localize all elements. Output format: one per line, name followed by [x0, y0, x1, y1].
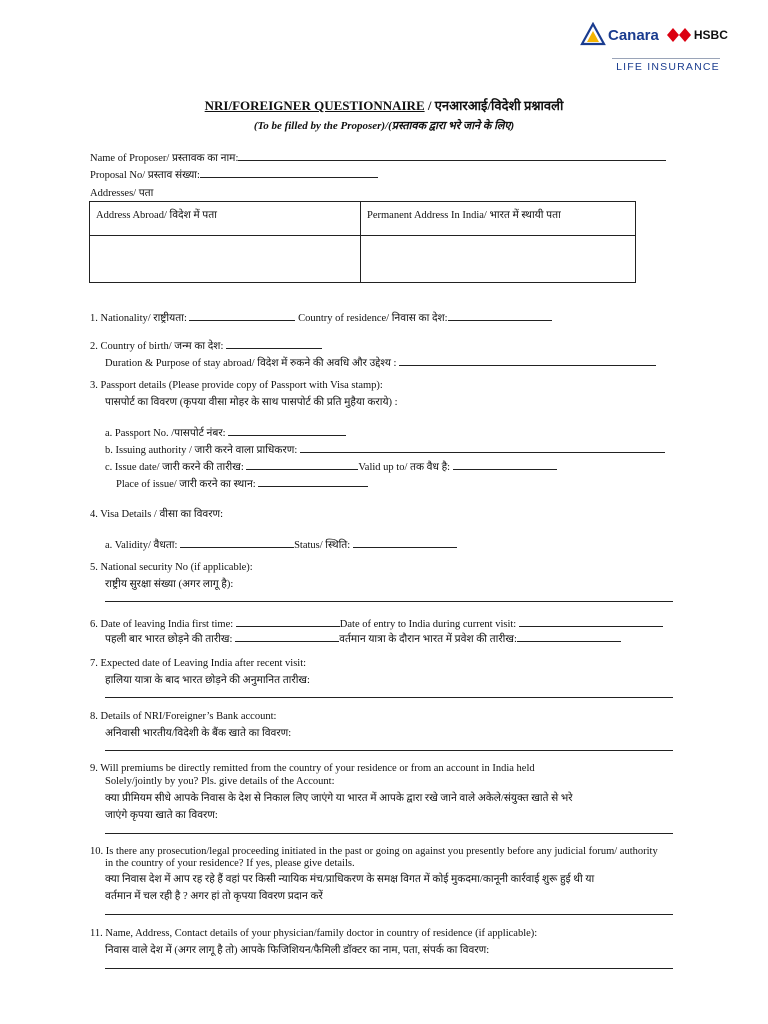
visa-details-label: 4. Visa Details / वीसा का विवरण: [90, 509, 224, 520]
premium-remittance-question-2: Solely/jointly by you? Pls. give details of the Account: [105, 776, 335, 787]
physician-details-question: 11. Name, Address, Contact details of your physician/family doctor in country of residence (if applicable): [90, 928, 538, 939]
logo-divider [612, 58, 720, 59]
visa-validity-field[interactable]: a. Validity/ वैधता: Status/ स्थिति: [105, 537, 457, 552]
address-table [89, 201, 636, 283]
bank-account-hindi: अनिवासी भारतीय/विदेशी के बैंक खाते का विवरण: [105, 728, 292, 739]
addresses-label: Addresses/ पता [90, 188, 154, 199]
passport-details-hindi: पासपोर्ट का विवरण (कृपया वीसा मोहर के साथ पासपोर्ट की प्रति मुहैया कराये) : [105, 397, 398, 408]
canara-triangle-icon [580, 22, 606, 48]
premium-remittance-input-line[interactable] [105, 833, 673, 834]
national-security-label: 5. National security No (if applicable): [90, 562, 253, 573]
prosecution-question: 10. Is there any prosecution/legal proceeding initiated in the past or going on against you presently before any judicial forum/ authority [90, 846, 658, 857]
physician-details-hindi: निवास वाले देश में (अगर लागू है तो) आपके फिजिशियन/फैमिली डॉक्टर का नाम, पता, संपर्क का विवरण: [105, 945, 490, 956]
hsbc-hexagon-icon [667, 28, 691, 42]
expected-leaving-date-input-line[interactable] [105, 697, 673, 698]
national-security-input-line[interactable] [105, 601, 673, 602]
canara-wordmark: Canara [608, 26, 659, 44]
nationality-field[interactable]: 1. Nationality/ राष्ट्रीयता: Country of residence/ निवास का देश: [90, 310, 552, 325]
passport-no-field[interactable]: a. Passport No. /पासपोर्ट नंबर: [105, 425, 346, 440]
place-of-issue-field[interactable]: Place of issue/ जारी करने का स्थान: [116, 476, 368, 491]
physician-details-input-line[interactable] [105, 968, 673, 969]
premium-remittance-question: 9. Will premiums be directly remitted from the country of your residence or from an account in India held [90, 763, 535, 774]
duration-purpose-field[interactable]: Duration & Purpose of stay abroad/ विदेश में रुकने की अवधि और उद्देश्य : [105, 355, 656, 370]
company-logo [580, 14, 730, 76]
hsbc-wordmark: HSBC [693, 28, 728, 42]
issuing-authority-field[interactable]: b. Issuing authority / जारी करने वाला प्राधिकरण: [105, 442, 665, 457]
expected-leaving-date-label: 7. Expected date of Leaving India after recent visit: [90, 658, 307, 669]
form-title: NRI/FOREIGNER QUESTIONNAIRE / एनआरआई/विदेशी प्रश्नावली [204, 98, 564, 113]
premium-remittance-hindi-2: जाएंगे कृपया खाते का विवरण: [105, 810, 218, 821]
name-of-proposer-field[interactable]: Name of Proposer/ प्रस्तावक का नाम: [90, 150, 666, 165]
national-security-hindi: राष्ट्रीय सुरक्षा संख्या (अगर लागू है): [105, 579, 234, 590]
prosecution-question-2: in the country of your residence? If yes, please give details. [105, 858, 355, 869]
bank-account-input-line[interactable] [105, 750, 673, 751]
logo-subtitle: LIFE INSURANCE [616, 61, 720, 73]
proposal-no-field[interactable]: Proposal No/ प्रस्ताव संख्या: [90, 167, 378, 182]
issue-date-field[interactable]: c. Issue date/ जारी करने की तारीख: Valid up to/ तक वैध है: [105, 459, 557, 474]
expected-leaving-date-hindi: हालिया यात्रा के बाद भारत छोड़ने की अनुमानित तारीख: [105, 675, 310, 686]
date-leaving-india-field[interactable]: 6. Date of leaving India first time: Date of entry to India during current visit: [90, 616, 663, 630]
address-india-header: Permanent Address In India/ भारत में स्थायी पता [367, 210, 561, 221]
address-abroad-header: Address Abroad/ विदेश में पता [96, 210, 217, 221]
date-entry-hindi-field[interactable]: पहली बार भारत छोड़ने की तारीख: वर्तमान यात्रा के दौरान भारत में प्रवेश की तारीख: [105, 631, 621, 646]
bank-account-label: 8. Details of NRI/Foreigner’s Bank account: [90, 711, 277, 722]
prosecution-input-line[interactable] [105, 914, 673, 915]
form-subtitle: (To be filled by the Proposer)/(प्रस्तावक द्वारा भरे जाने के लिए) [253, 120, 515, 132]
prosecution-hindi: क्या निवास देश में आप रह रहे हैं वहां पर किसी न्यायिक मंच/प्राधिकरण के समक्ष विगत में कोई मुकदमा/कानूनी कार्रवाई शुरू हुई थी या [105, 874, 595, 885]
passport-details-label: 3. Passport details (Please provide copy of Passport with Visa stamp): [90, 380, 383, 391]
premium-remittance-hindi: क्या प्रीमियम सीधे आपके निवास के देश से निकाल लिए जाएंगे या भारत में आपके द्वारा रखे जाने वाले अकेले/संयुक्त खाते से भरे [105, 793, 573, 804]
country-of-birth-field[interactable]: 2. Country of birth/ जन्म का देश: [90, 338, 322, 353]
prosecution-hindi-2: वर्तमान में चल रही है ? अगर हां तो कृपया विवरण प्रदान करें [105, 891, 323, 902]
